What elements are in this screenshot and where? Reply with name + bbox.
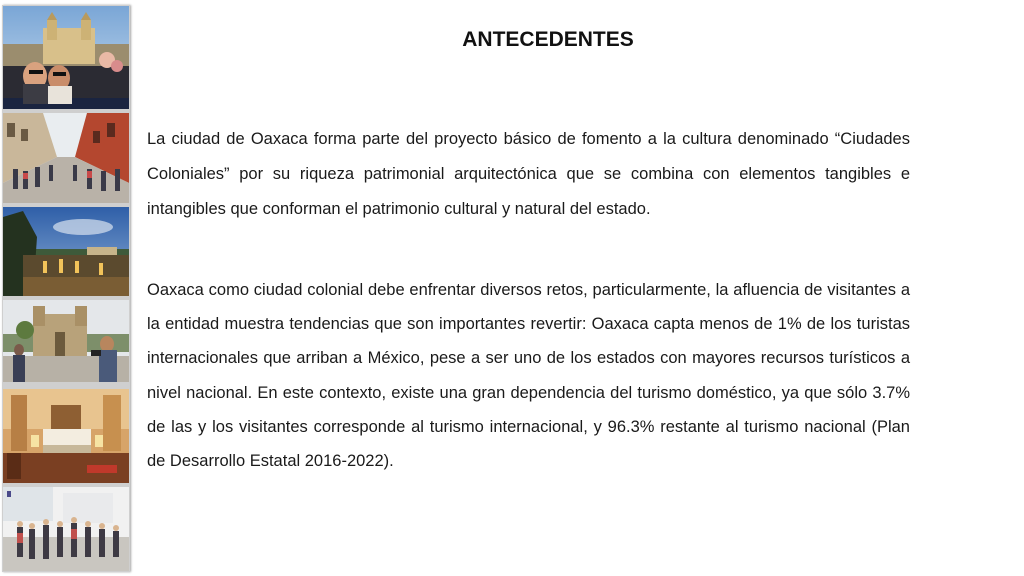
photo-evening-terrace bbox=[3, 207, 129, 296]
photo-walking-tour bbox=[3, 487, 129, 571]
paragraph-retos-turismo: Oaxaca como ciudad colonial debe enfrentar diversos retos, particularmente, la afluencia de visitantes a la entidad muestra tendencias que son importantes revertir: Oaxaca capta menos de 1% de los turistas internacionales que arriban a México, pese a ser uno de los estados con mayores recursos turísticos a nivel nacional. En este contexto, existe una gran dependencia del turismo doméstico, ya que sólo 3.7% de las y los visitantes corresponde al turismo internacional, y 96.3% restante al turismo nacional (Plan de Desarrollo Estatal 2016-2022). bbox=[147, 281, 910, 471]
photo-pedestrian-street bbox=[3, 113, 129, 203]
photo-rooftop-cathedral bbox=[3, 6, 129, 109]
slide-title: ANTECEDENTES bbox=[462, 28, 634, 51]
photo-strip bbox=[2, 5, 130, 572]
photo-santo-domingo bbox=[3, 300, 129, 382]
photo-hotel-room bbox=[3, 389, 129, 483]
paragraph-ciudades-coloniales: La ciudad de Oaxaca forma parte del proyecto básico de fomento a la cultura denominado “Ciudades Coloniales” por su riqueza patrimonial arquitectónica que se combina con elementos tangibles e intangibles que conforman el patrimonio cultural y natural del estado. bbox=[147, 130, 910, 218]
